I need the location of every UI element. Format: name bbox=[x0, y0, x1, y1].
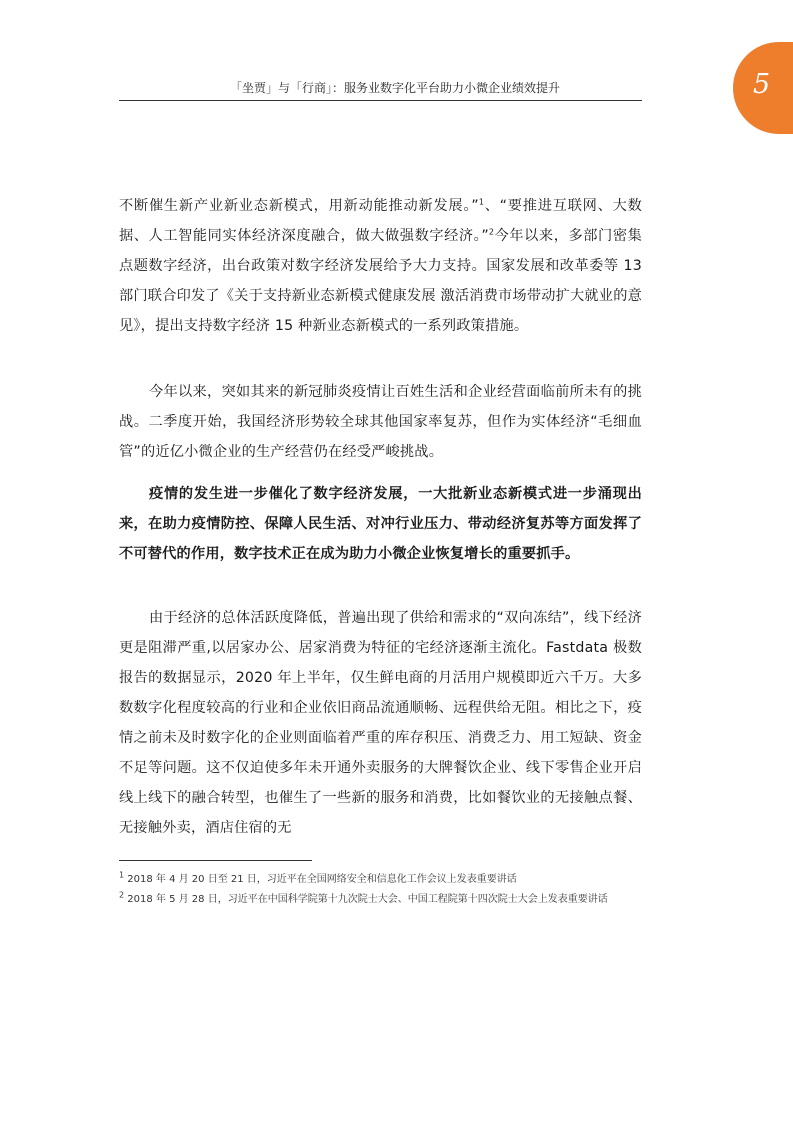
footnote-ref-2[interactable]: 2 bbox=[488, 227, 495, 237]
running-header-title: 「坐贾」与「行商」：服务业数字化平台助力小微企业绩效提升 bbox=[230, 81, 561, 95]
footnote-2-text: 2018 年 5 月 28 日，习近平在中国科学院第十九次院士大会、中国工程院第十四次院士大会上发表重要讲话 bbox=[127, 894, 608, 905]
page-number: 5 bbox=[753, 69, 771, 100]
paragraph-1-part-c: 今年以来，多部门密集点题数字经济，出台政策对数字经济发展给予大力支持。国家发展和改革委等 13 部门联合印发了《关于支持新业态新模式健康发展 激活消费市场带动扩大就业的意见》，提出支持数字经济 15 种新业态新模式的一系列政策措施。 bbox=[119, 228, 642, 334]
paragraph-3-emphasis: 疫情的发生进一步催化了数字经济发展，一大批新业态新模式进一步涌现出来，在助力疫情防控、保障人民生活、对冲行业压力、带动经济复苏等方面发挥了不可替代的作用，数字技术正在成为助力小微企业恢复增长的重要抓手。 bbox=[119, 486, 642, 562]
footnote-1 bbox=[119, 871, 642, 888]
footnote-rule bbox=[119, 860, 312, 861]
paragraph-1-part-a: 不断催生新产业新业态新模式，用新动能推动新发展。” bbox=[119, 198, 479, 214]
header-rule bbox=[119, 100, 642, 101]
footnote-2-mark: 2 bbox=[119, 890, 125, 900]
paragraph-1 bbox=[119, 191, 642, 341]
footnote-1-text: 2018 年 4 月 20 日至 21 日，习近平在全国网络安全和信息化工作会议上发表重要讲话 bbox=[127, 874, 517, 885]
footnote-ref-1[interactable]: 1 bbox=[478, 197, 485, 207]
paragraph-2: 今年以来，突如其来的新冠肺炎疫情让百姓生活和企业经营面临前所未有的挑战。二季度开始，我国经济形势较全球其他国家率复苏，但作为实体经济“毛细血管”的近亿小微企业的生产经营仍在经受严峻挑战。 bbox=[119, 384, 642, 460]
footnote-2 bbox=[119, 891, 642, 908]
paragraph-4: 由于经济的总体活跃度降低，普遍出现了供给和需求的“双向冻结”，线下经济更是阻滞严重,以居家办公、居家消费为特征的宅经济逐渐主流化。Fastdata 极数报告的数据显示，2020 年上半年，仅生鲜电商的月活用户规模即近六千万。大多数数字化程度较高的行业和企业依旧商品流通顺畅、远程供给无阻。相比之下，疫情之前未及时数字化的企业则面临着严重的库存积压、消费乏力、用工短缺、资金不足等问题。这不仅迫使多年未开通外卖服务的大牌餐饮企业、线下零售企业开启线上线下的融合转型，也催生了一些新的服务和消费，比如餐饮业的无接触点餐、无接触外卖，酒店住宿的无 bbox=[119, 610, 642, 836]
paragraph-1-part-b: 、“要推进互联网、大数据、人工智能同实体经济深度融合，做大做强数字经济。” bbox=[119, 198, 642, 244]
footnote-1-mark: 1 bbox=[119, 870, 125, 880]
